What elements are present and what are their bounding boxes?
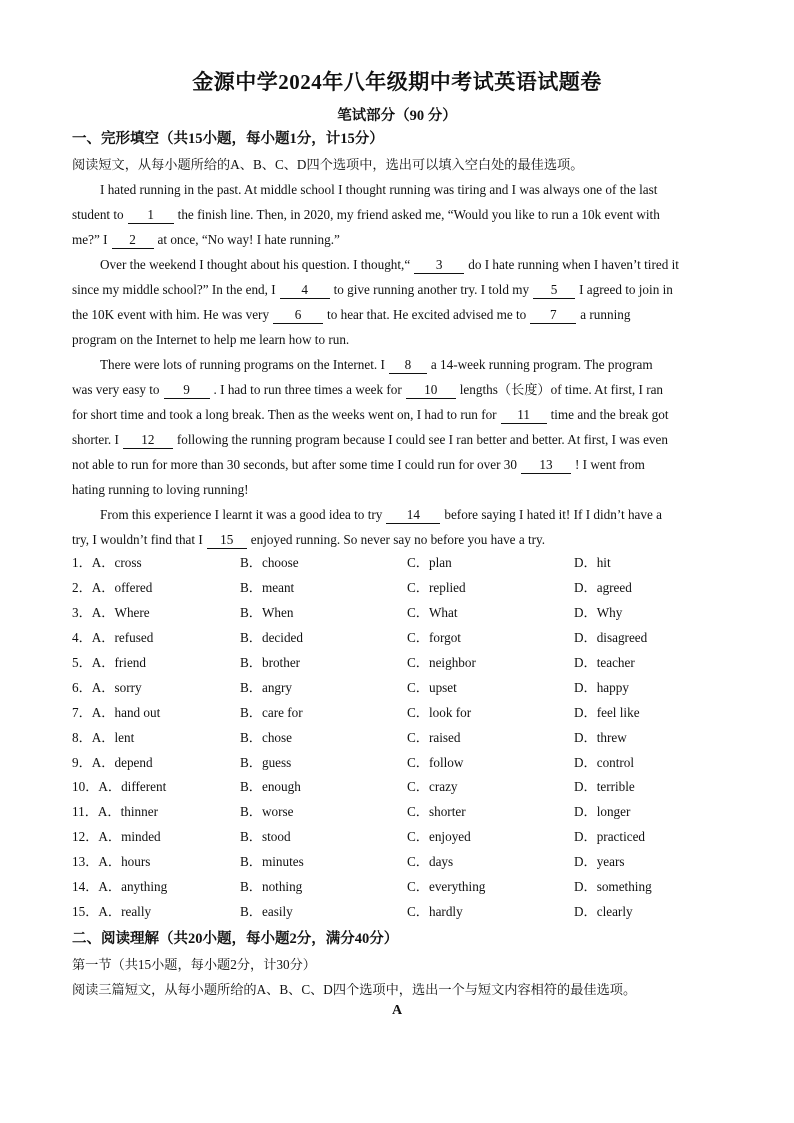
cloze-blank: 11 [501,406,547,424]
passage-text: . I had to run three times a week for [213,382,402,397]
passage-line [72,327,722,352]
option-d: D．clearly [574,904,633,920]
question-number: 10． [72,779,99,795]
passage-text: shorter. I [72,432,119,447]
option-c: C．hardly [407,904,463,920]
option-b: B．meant [240,579,295,595]
option-a-text: A．hand out [91,704,161,720]
passage-text: since my middle school?” In the end, I [72,282,276,297]
question-number: 9． [72,754,92,770]
passage-text: hating running to loving running! [72,482,249,497]
question-row [72,551,732,576]
passage-line [72,402,722,427]
question-options [72,551,732,925]
question-row [72,626,732,651]
passage-text: There were lots of running programs on the Internet. I [100,357,385,372]
option-c: C．plan [407,555,452,570]
section-heading: 二、阅读理解（共20小题，每小题2分，满分40分） [72,931,399,947]
cloze-blank: 7 [530,306,576,324]
option-c: C．look for [407,704,472,720]
cloze-blank: 5 [533,281,575,299]
option-d: D．Why [574,604,623,620]
passage-text: the 10K event with him. He was very [72,307,270,322]
cloze-blank: 2 [112,231,154,249]
question-number: 5． [72,654,92,670]
option-b: B．brother [240,654,301,670]
passage-text: time and the break got [550,407,669,422]
option-d: D．hit [574,555,611,570]
passage-text: lengths（长度）of time. At first, I ran [459,382,664,397]
passage-text: to give running another try. I told my [333,282,530,297]
option-a [72,576,152,601]
option-a [72,751,153,776]
question-row [72,651,732,676]
passage-text: following the running program because I could see I ran better and better. At first, I was even [176,432,668,447]
passage-text: student to [72,207,124,222]
passage-line [72,427,722,452]
page-subtitle: 笔试部分（90 分） [337,108,457,124]
cloze-blank: 3 [414,256,464,274]
passage-text: a running [580,307,631,322]
option-a-text: A．lent [91,729,135,745]
option-d: D．happy [574,679,629,695]
question-number: 6． [72,679,92,695]
cloze-blank: 13 [521,456,571,474]
passage-text: I agreed to join in [579,282,673,297]
passage-line [72,227,722,252]
option-b: B．care for [240,704,303,720]
passage-line [72,177,722,202]
option-a [72,775,166,800]
cloze-blank: 15 [207,531,247,549]
passage-text: me?” I [72,232,108,247]
option-a-text: A．minded [98,829,161,845]
option-a [72,601,150,626]
passage-line [72,527,722,552]
passage-text: a 14-week running program. The program [430,357,653,372]
cloze-blank: 12 [123,431,173,449]
question-row [72,701,732,726]
option-d: D．teacher [574,654,635,670]
passage-text: before saying I hated it! If I didn’t have a [444,507,662,522]
option-b: B．minutes [240,854,304,870]
passage-text: was very easy to [72,382,160,397]
option-d: D．practiced [574,829,646,845]
option-d: D．years [574,854,625,870]
option-b: B．nothing [240,879,303,895]
passage-text: not able to run for more than 30 seconds, but after some time I could run for over 30 [72,457,517,472]
question-row [72,800,732,825]
option-a-text: A．thinner [97,804,158,820]
option-d: D．longer [574,804,631,820]
option-d: D．disagreed [574,629,648,645]
question-number: 4． [72,629,92,645]
passage-text: ! I went from [574,457,645,472]
option-a [72,626,153,651]
question-row [72,751,732,776]
cloze-passage [72,177,722,552]
option-b: B．When [240,604,294,620]
option-a [72,850,150,875]
option-a-text: A．refused [91,629,154,645]
question-row [72,775,732,800]
option-a [72,726,134,751]
passage-label: A [391,1003,403,1018]
passage-text: I hated running in the past. At middle school I thought running was tiring and I was always one of the last [100,182,658,197]
question-number: 1． [72,555,92,570]
question-row [72,850,732,875]
question-row [72,576,732,601]
question-number: 2． [72,579,92,595]
passage-line [72,277,722,302]
option-a [72,676,142,701]
option-b: B．guess [240,754,292,770]
question-row [72,676,732,701]
option-d: D．feel like [574,704,640,720]
option-a [72,551,142,576]
option-c: C．follow [407,754,464,770]
section-instruction: 阅读短文，从每小题所给的A、B、C、D四个选项中，选出可以填入空白处的最佳选项。 [72,157,584,172]
option-a-text: A．offered [91,579,153,595]
option-a-text: A．sorry [91,679,142,695]
section-heading: 一、完形填空（共15小题，每小题1分，计15分） [72,131,384,147]
passage-text: From this experience I learnt it was a good idea to try [100,507,383,522]
question-number: 14． [72,879,99,895]
option-a-text: A．depend [91,754,153,770]
passage-text: Over the weekend I thought about his question. I thought,“ [100,257,411,272]
question-number: 8． [72,729,92,745]
option-b: B．worse [240,804,294,820]
passage-line [72,302,722,327]
option-c: C．What [407,604,458,620]
option-a-text: A．cross [91,555,142,570]
passage-text: enjoyed running. So never say no before you have a try. [250,532,546,547]
cloze-blank: 8 [389,356,427,374]
question-number: 12． [72,829,99,845]
option-a [72,825,161,850]
option-a-text: A．friend [91,654,146,670]
passage-line [72,202,722,227]
passage-line [72,352,722,377]
option-a [72,900,151,925]
cloze-blank: 6 [273,306,323,324]
cloze-blank: 9 [164,381,210,399]
option-c: C．days [407,854,454,870]
cloze-blank: 14 [386,506,440,524]
question-row [72,875,732,900]
option-c: C．everything [407,879,486,895]
option-c: C．crazy [407,779,458,795]
option-b: B．enough [240,779,301,795]
option-d: D．agreed [574,579,632,595]
option-b: B．choose [240,555,299,570]
passage-text: the finish line. Then, in 2020, my friend asked me, “Would you like to run a 10k event with [177,207,660,222]
section-instruction: 阅读三篇短文，从每小题所给的A、B、C、D四个选项中，选出一个与短文内容相符的最佳选项。 [72,982,637,997]
option-b: B．angry [240,679,293,695]
reading-section [72,927,732,1002]
question-number: 13． [72,854,99,870]
option-a-text: A．really [98,904,152,920]
cloze-blank: 10 [406,381,456,399]
question-row [72,900,732,925]
question-number: 11． [72,804,98,820]
option-c: C．forgot [407,629,461,645]
question-row [72,726,732,751]
option-d: D．something [574,879,652,895]
question-row [72,601,732,626]
option-a-text: A．hours [98,854,151,870]
cloze-section [72,127,722,552]
question-number: 15． [72,904,99,920]
passage-line [72,252,722,277]
passage-line [72,502,722,527]
passage-text: for short time and took a long break. Then as the weeks went on, I had to run for [72,407,497,422]
passage-line [72,452,722,477]
cloze-blank: 4 [280,281,330,299]
option-c: C．shorter [407,804,466,820]
option-d: D．control [574,754,635,770]
passage-text: do I hate running when I haven’t tired it [468,257,679,272]
option-c: C．raised [407,729,461,745]
option-d: D．terrible [574,779,635,795]
question-row [72,825,732,850]
passage-text: at once, “No way! I hate running.” [157,232,340,247]
option-a-text: A．different [98,779,167,795]
page-title: 金源中学2024年八年级期中考试英语试题卷 [192,70,602,94]
option-a-text: A．anything [98,879,168,895]
option-c: C．replied [407,579,466,595]
option-a-text: A．Where [91,604,150,620]
passage-line [72,477,722,502]
passage-text: try, I wouldn’t find that I [72,532,203,547]
passage-text: program on the Internet to help me learn how to run. [72,332,350,347]
option-a [72,800,158,825]
option-a [72,701,160,726]
option-a [72,651,146,676]
option-c: C．neighbor [407,654,476,670]
passage-text: to hear that. He excited advised me to [327,307,527,322]
section-subheading: 第一节（共15小题，每小题2分，计30分） [72,957,316,972]
option-b: B．chose [240,729,293,745]
question-number: 7． [72,704,92,720]
option-c: C．enjoyed [407,829,471,845]
cloze-blank: 1 [128,206,174,224]
option-b: B．easily [240,904,293,920]
option-d: D．threw [574,729,627,745]
question-number: 3． [72,604,92,620]
option-b: B．stood [240,829,291,845]
passage-line [72,377,722,402]
option-c: C．upset [407,679,457,695]
option-a [72,875,167,900]
option-b: B．decided [240,629,303,645]
